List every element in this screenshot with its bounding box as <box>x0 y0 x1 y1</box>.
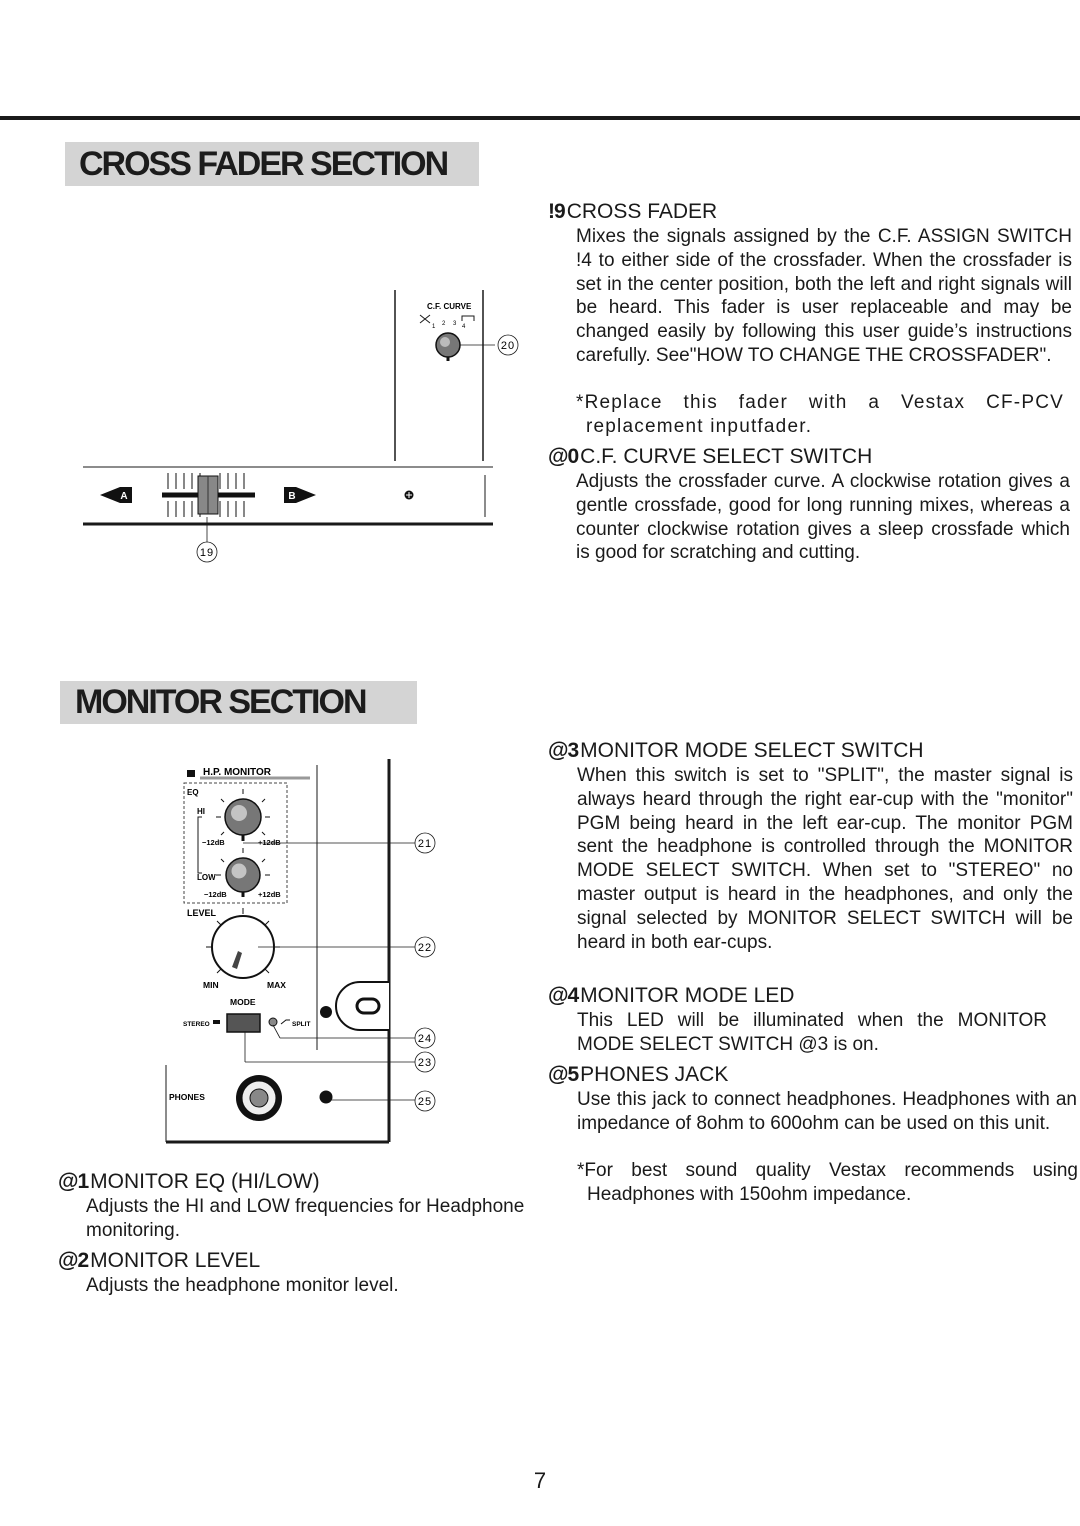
hi-eq-knob[interactable] <box>216 789 270 841</box>
item-25-title: PHONES JACK <box>580 1063 729 1086</box>
item-23-heading <box>548 739 924 763</box>
item-21-number: @1 <box>58 1170 89 1193</box>
item-25-note: *For best sound quality Vestax recommends using Headphones with 150ohm impedance. <box>577 1160 1078 1205</box>
rack-ear <box>336 982 389 1030</box>
cf-curve-knob[interactable] <box>436 333 460 361</box>
b-label: B <box>288 491 296 502</box>
item-24-heading <box>548 984 794 1008</box>
monitor-diagram <box>160 755 450 1150</box>
item-24-body: This LED will be illuminated when the MONITOR MODE SELECT SWITCH @3 is on. <box>577 1010 1047 1055</box>
top-rule <box>0 116 1080 120</box>
item-22-heading <box>58 1249 260 1273</box>
max-label: MAX <box>267 980 286 990</box>
low-min-label: −12dB <box>204 890 227 899</box>
hp-monitor-label: H.P. MONITOR <box>203 767 271 778</box>
item-20-body: Adjusts the crossfader curve. A clockwise rotation gives a gentle crossfade, good for long running mixes, whereas a counter clockwise rotation gives a sleep crossfade which is good for scratching and cutting. <box>576 471 1070 564</box>
low-label: LOW <box>197 873 216 882</box>
item-20-number: @0 <box>548 445 579 468</box>
phones-label: PHONES <box>169 1092 205 1102</box>
screw-icon <box>405 491 414 500</box>
hp-indicator-icon <box>187 770 195 777</box>
item-21-body: Adjusts the HI and LOW frequencies for Headphone monitoring. <box>86 1196 525 1241</box>
item-22-title: MONITOR LEVEL <box>90 1249 261 1272</box>
a-arrow-icon <box>100 487 132 503</box>
item-20-heading <box>548 445 872 469</box>
item-25-number: @5 <box>548 1063 579 1086</box>
split-label: SPLIT <box>292 1021 311 1028</box>
item-21-title: MONITOR EQ (HI/LOW) <box>90 1170 320 1193</box>
monitor-section-title: MONITOR SECTION <box>60 681 417 724</box>
low-max-label: +12dB <box>258 890 281 899</box>
callout-19: 19 <box>199 547 215 559</box>
page-number: 7 <box>533 1468 547 1493</box>
item-21-heading <box>58 1170 320 1194</box>
item-23-body: When this switch is set to "SPLIT", the master signal is always heard through the right ear-cup with the "monitor" PGM being heard in the left ear-cup. The monitor PGM sent the headphone is controlled through the MONITOR MODE SELECT SWITCH. When set to "STEREO" no master output is heard in the headphones, and only the signal selected by MONITOR SELECT SWITCH will be heard in both ear-cups. <box>577 765 1073 953</box>
curve-num-2: 2 <box>442 321 446 327</box>
item-25-heading <box>548 1063 728 1087</box>
phones-led-dot <box>320 1091 333 1104</box>
curve-shape-icon <box>420 315 474 323</box>
eq-label: EQ <box>187 788 199 797</box>
level-label: LEVEL <box>187 908 217 918</box>
a-label: A <box>120 491 128 502</box>
led-dot <box>320 1006 332 1018</box>
item-23-title: MONITOR MODE SELECT SWITCH <box>580 739 924 762</box>
level-knob[interactable] <box>206 908 280 978</box>
callout-24: 24 <box>417 1033 433 1045</box>
callout-22: 22 <box>417 942 433 954</box>
item-19-title: CROSS FADER <box>566 200 718 223</box>
crossfader-knob[interactable] <box>198 476 218 514</box>
mode-led <box>269 1018 277 1026</box>
hi-max-label: +12dB <box>258 838 281 847</box>
curve-num-4: 4 <box>462 324 466 330</box>
curve-num-3: 3 <box>453 321 457 327</box>
crossfader-diagram <box>80 285 520 575</box>
callout-25: 25 <box>417 1096 433 1108</box>
item-23-number: @3 <box>548 739 579 762</box>
mode-label: MODE <box>230 997 256 1007</box>
item-20-title: C.F. CURVE SELECT SWITCH <box>580 445 873 468</box>
curve-num-1: 1 <box>432 324 436 330</box>
item-24-number: @4 <box>548 984 579 1007</box>
item-22-body: Adjusts the headphone monitor level. <box>86 1275 399 1296</box>
crossfader-section-title: CROSS FADER SECTION <box>65 142 479 186</box>
item-19-number: !9 <box>548 200 565 223</box>
item-24-title: MONITOR MODE LED <box>580 984 795 1007</box>
callout-23: 23 <box>417 1057 433 1069</box>
min-label: MIN <box>203 980 219 990</box>
item-19-note: *Replace this fader with a Vestax CF-PCV replacement inputfader. <box>576 392 1064 437</box>
hi-min-label: −12dB <box>202 838 225 847</box>
item-19-heading <box>548 200 717 224</box>
item-25-body: Use this jack to connect headphones. Headphones with an impedance of 8ohm to 600ohm can be used on this unit. <box>577 1089 1077 1134</box>
item-19-body: Mixes the signals assigned by the C.F. ASSIGN SWITCH !4 to either side of the crossfader. When the crossfader is set in the center position, both the left and right signals will be heard. This fader is user replaceable and may be changed easily by following this user guide’s instructions carefully. See"HOW TO CHANGE THE CROSSFADER". <box>576 226 1072 366</box>
stereo-label: STEREO <box>183 1021 210 1028</box>
callout-20: 20 <box>500 340 516 352</box>
hi-label: HI <box>197 807 205 816</box>
item-22-number: @2 <box>58 1249 89 1272</box>
cf-curve-label: C.F. CURVE <box>427 302 472 311</box>
b-arrow-icon <box>284 487 316 503</box>
phones-jack[interactable] <box>236 1075 282 1121</box>
callout-21: 21 <box>417 838 433 850</box>
mode-switch[interactable] <box>227 1014 260 1032</box>
